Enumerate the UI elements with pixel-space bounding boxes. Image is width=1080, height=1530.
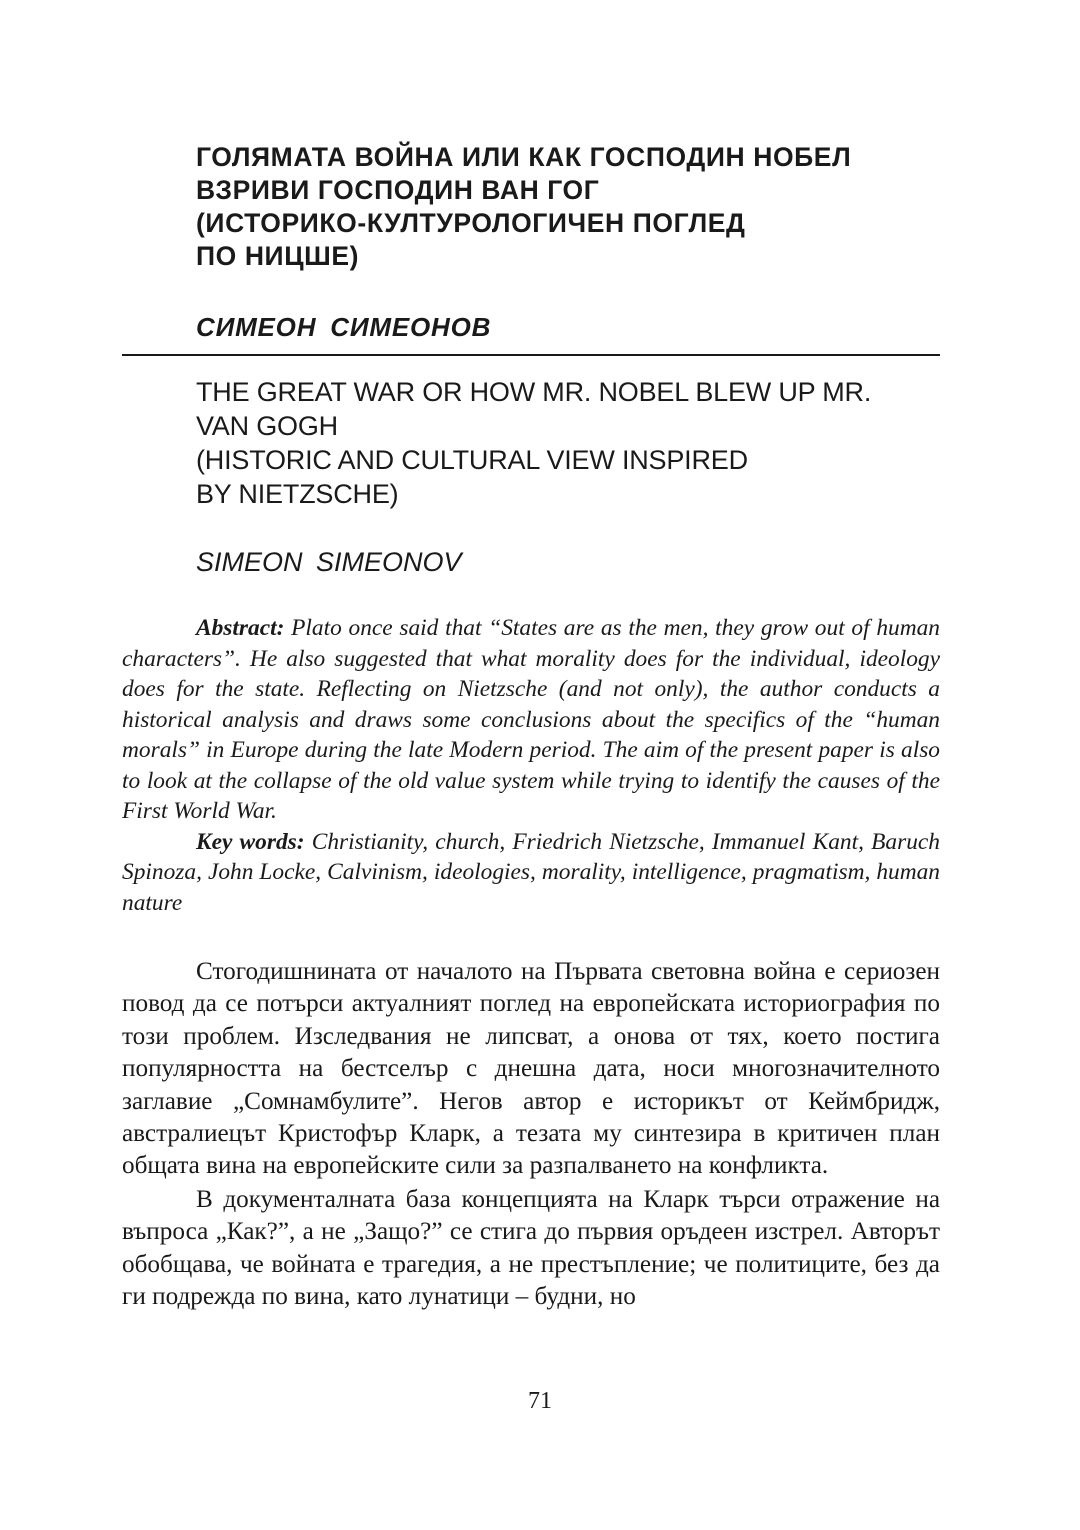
bulgarian-title-line: ПО НИЦШЕ) — [196, 241, 360, 271]
abstract-text: Plato once said that “States are as the men, they grow out of human characters”. He also suggested that what morality does for the individual, ideology does for the state. Reflecting on Nietzsche (and not only), the author conducts a historical analysis and draws some conclusions about the specifics of the “human morals” in Europe during the late Modern period. The aim of the present paper is also to look at the collapse of the old value system while trying to identify the causes of the First World War. — [122, 615, 940, 824]
title-divider-rule — [122, 354, 940, 356]
english-author: SIMEON SIMEONOV — [196, 547, 462, 577]
body-text — [122, 956, 940, 1314]
page-number: 71 — [528, 1388, 552, 1414]
bulgarian-title-line: (ИСТОРИКО-КУЛТУРОЛОГИЧЕН ПОГЛЕД — [196, 208, 746, 238]
body-paragraph: Стогодишнината от началото на Първата световна война е сериозен повод да се потърси актуалният поглед на европейската историография по този проблем. Изследвания не липсват, а онова от тях, което постига популярността на бестселър с днешна дата, носи многозначителното заглавие „Сомнамбулите”. Негов автор е историкът от Кеймбридж, австралиецът Кристофър Кларк, а тезата му синтезира в критичен план общата вина на европейските сили за разпалването на конфликта. — [122, 958, 940, 1180]
keywords-label: Key words: — [196, 828, 305, 855]
english-title-line: VAN GOGH — [196, 411, 338, 441]
english-title — [196, 375, 956, 511]
bulgarian-title-line: ВЗРИВИ ГОСПОДИН ВАН ГОГ — [196, 175, 600, 205]
keywords-paragraph — [122, 827, 940, 919]
abstract-paragraph — [122, 613, 940, 827]
keywords-text: Christianity, church, Friedrich Nietzsche, Immanuel Kant, Baruch Spinoza, John Locke, Calvinism, ideologies, morality, intelligence, pragmatism, human nature — [122, 828, 940, 916]
bulgarian-title-line: ГОЛЯМАТА ВОЙНА ИЛИ КАК ГОСПОДИН НОБЕЛ — [196, 142, 852, 172]
english-title-line: (HISTORIC AND CULTURAL VIEW INSPIRED — [196, 445, 748, 475]
english-title-line: BY NIETZSCHE) — [196, 479, 399, 509]
abstract-label: Abstract: — [196, 615, 285, 641]
abstract-section — [122, 613, 940, 918]
bulgarian-author: СИМЕОН СИМЕОНОВ — [196, 312, 492, 342]
english-title-line: THE GREAT WAR OR HOW MR. NOBEL BLEW UP MR. — [196, 377, 872, 407]
bulgarian-title — [196, 141, 956, 273]
body-paragraph: В документалната база концепцията на Кларк търси отражение на въпроса „Как?”, а не „Защо?” се стига до първия оръдеен изстрел. Авторът обобщава, че войната е трагедия, а не престъпление; че политиците, без да ги подрежда по вина, като лунатици – будни, но — [122, 1185, 940, 1311]
